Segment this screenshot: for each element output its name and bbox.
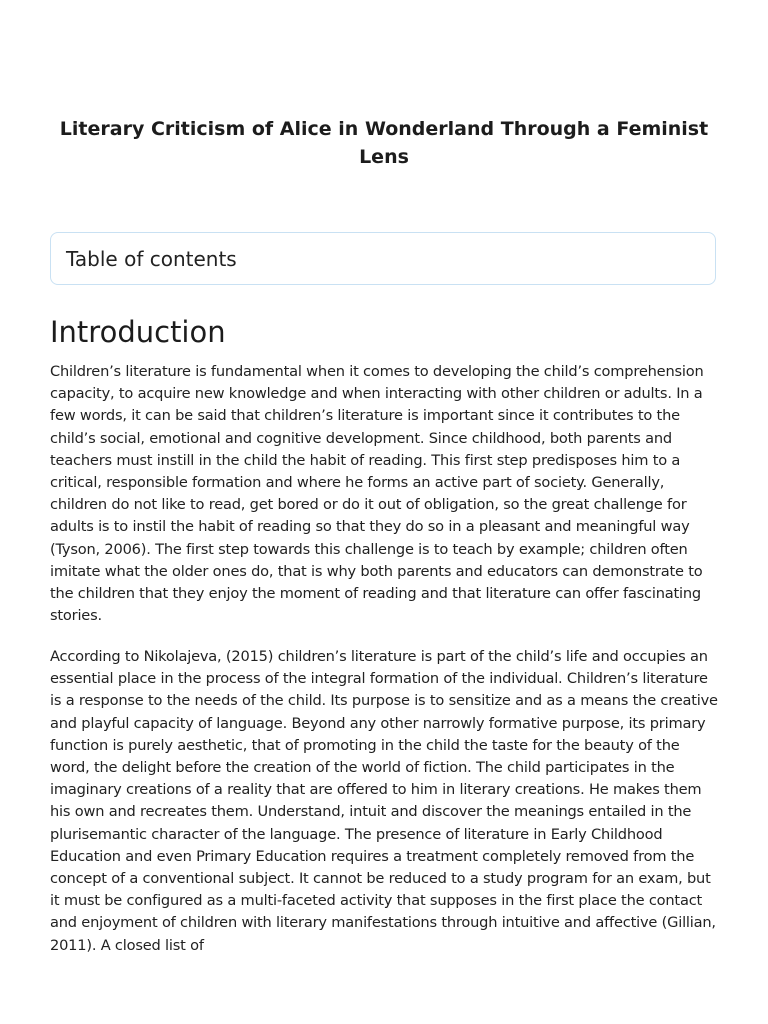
table-of-contents-label: Table of contents [66,247,237,271]
document-title: Literary Criticism of Alice in Wonderland Through a Feminist Lens [59,118,709,168]
section-heading-introduction: Introduction [50,315,226,349]
paragraph: Children’s literature is fundamental when it comes to developing the child’s comprehension capacity, to acquire new knowledge and when interacting with other children or adults. In a few words, it can be said that children’s literature is important since it contributes to the child’s social, emotional and cognitive development. Since childhood, both parents and teachers must instill in the child the habit of reading. This first step predisposes him to a critical, responsible formation and where he forms an active part of society. Generally, children do not like to read, get bored or do it out of obligation, so the great challenge for adults is to instil the habit of reading so that they do so in a pleasant and meaningful way (Tyson, 2006). The first step towards this challenge is to teach by example; children often imitate what the older ones do, that is why both parents and educators can demonstrate to the children that they enjoy the moment of reading and that literature can offer fascinating stories. [50,363,704,625]
table-of-contents-toggle[interactable] [50,232,716,285]
paragraph: According to Nikolajeva, (2015) children’s literature is part of the child’s life and occupies an essential place in the process of the integral formation of the individual. Children’s literature is a response to the needs of the child. Its purpose is to sensitize and as a means the creative and playful capacity of language. Beyond any other narrowly formative purpose, its primary function is purely aesthetic, that of promoting in the child the taste for the beauty of the word, the delight before the creation of the world of fiction. The child participates in the imaginary creations of a reality that are offered to him in literary creations. He makes them his own and recreates them. Understand, intuit and discover the meanings entailed in the plurisemantic character of the language. The presence of literature in Early Childhood Education and even Primary Education requires a treatment completely removed from the concept of a conventional subject. It cannot be reduced to a study program for an exam, but it must be configured as a multi-faceted activity that supposes in the first place the contact and enjoyment of children with literary manifestations through intuitive and affective (Gillian, 2011). A closed list of [50,648,718,954]
